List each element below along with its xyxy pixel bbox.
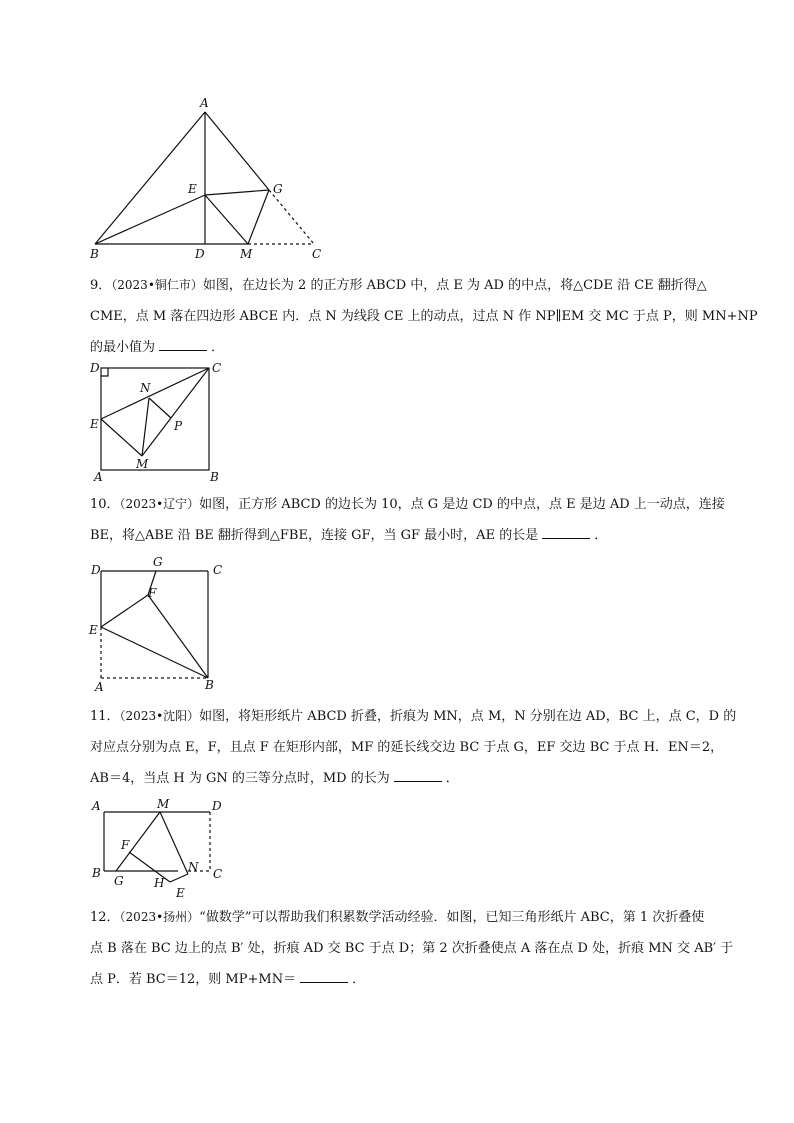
question-11 <box>90 701 740 794</box>
figure-q9 <box>86 358 236 488</box>
question-11-line-1: 11．（2023•沈阳）如图，将矩形纸片 ABCD 折叠，折痕为 MN，点 M，N 分别在边 AD，BC 上，点 C，D 的 <box>90 709 737 724</box>
label-G: G <box>114 874 124 888</box>
label-E: E <box>90 417 99 431</box>
label-A: A <box>200 96 209 110</box>
question-9 <box>90 270 758 363</box>
label-E: E <box>89 623 98 637</box>
label-B: B <box>210 470 219 484</box>
label-G: G <box>153 555 163 569</box>
question-12-line-3: 点 P．若 BC＝12，则 MP+MN＝ ． <box>90 972 366 987</box>
question-9-line-1: 9．（2023•铜仁市）如图，在边长为 2 的正方形 ABCD 中，点 E 为 AD 的中点，将△CDE 沿 CE 翻折得△ <box>90 278 707 293</box>
label-M: M <box>157 797 170 811</box>
question-12-line-1: 12．（2023•扬州）“做数学”可以帮助我们积累数学活动经验．如图，已知三角形纸片 ABC，第 1 次折叠使 <box>90 910 705 925</box>
label-M: M <box>240 247 253 261</box>
label-N: N <box>140 381 151 395</box>
question-12-line-2: 点 B 落在 BC 边上的点 B′ 处，折痕 AD 交 BC 于点 D；第 2 次折叠使点 A 落在点 D 处，折痕 MN 交 AB′ 于 <box>90 941 734 956</box>
label-E: E <box>176 886 185 900</box>
label-P: P <box>174 419 183 433</box>
figure-q11 <box>86 796 236 900</box>
question-11-line-2: 对应点分别为点 E，F，且点 F 在矩形内部，MF 的延长线交边 BC 于点 G，EF 交边 BC 于点 H．EN＝2， <box>90 740 724 755</box>
label-A: A <box>94 470 103 484</box>
label-F: F <box>148 586 157 600</box>
question-9-line-2: CME，点 M 落在四边形 ABCE 内．点 N 为线段 CE 上的动点，过点 N 作 NP∥EM 交 MC 于点 P，则 MN+NP <box>90 309 758 324</box>
label-C: C <box>213 563 223 577</box>
label-B: B <box>90 247 99 261</box>
label-G: G <box>273 182 283 196</box>
answer-blank <box>542 526 590 539</box>
question-10-line-2: BE，将△ABE 沿 BE 翻折得到△FBE，连接 GF，当 GF 最小时，AE 的长是 ． <box>90 528 608 543</box>
label-A: A <box>92 799 101 813</box>
label-C: C <box>312 247 322 261</box>
label-D: D <box>91 563 101 577</box>
label-D: D <box>195 247 205 261</box>
label-F: F <box>121 838 130 852</box>
question-12 <box>90 902 740 995</box>
figure-q8 <box>80 92 340 262</box>
question-10-line-1: 10．（2023•辽宁）如图，正方形 ABCD 的边长为 10，点 G 是边 CD 的中点，点 E 是边 AD 上一动点，连接 <box>90 497 725 512</box>
label-E: E <box>188 182 197 196</box>
figure-q10 <box>86 555 236 695</box>
label-M: M <box>136 457 149 471</box>
label-B: B <box>92 866 101 880</box>
label-N: N <box>188 860 199 874</box>
question-10 <box>90 489 740 551</box>
label-H: H <box>154 876 165 890</box>
answer-blank <box>300 970 348 983</box>
question-11-line-3: AB＝4，当点 H 为 GN 的三等分点时，MD 的长为 ． <box>90 771 459 786</box>
answer-blank <box>394 769 442 782</box>
label-C: C <box>212 361 222 375</box>
label-C: C <box>213 867 223 881</box>
question-9-line-3: 的最小值为 ． <box>90 340 225 355</box>
label-A: A <box>95 680 104 694</box>
answer-blank <box>159 338 207 351</box>
label-B: B <box>205 678 214 692</box>
label-D: D <box>90 361 100 375</box>
label-D: D <box>212 799 222 813</box>
